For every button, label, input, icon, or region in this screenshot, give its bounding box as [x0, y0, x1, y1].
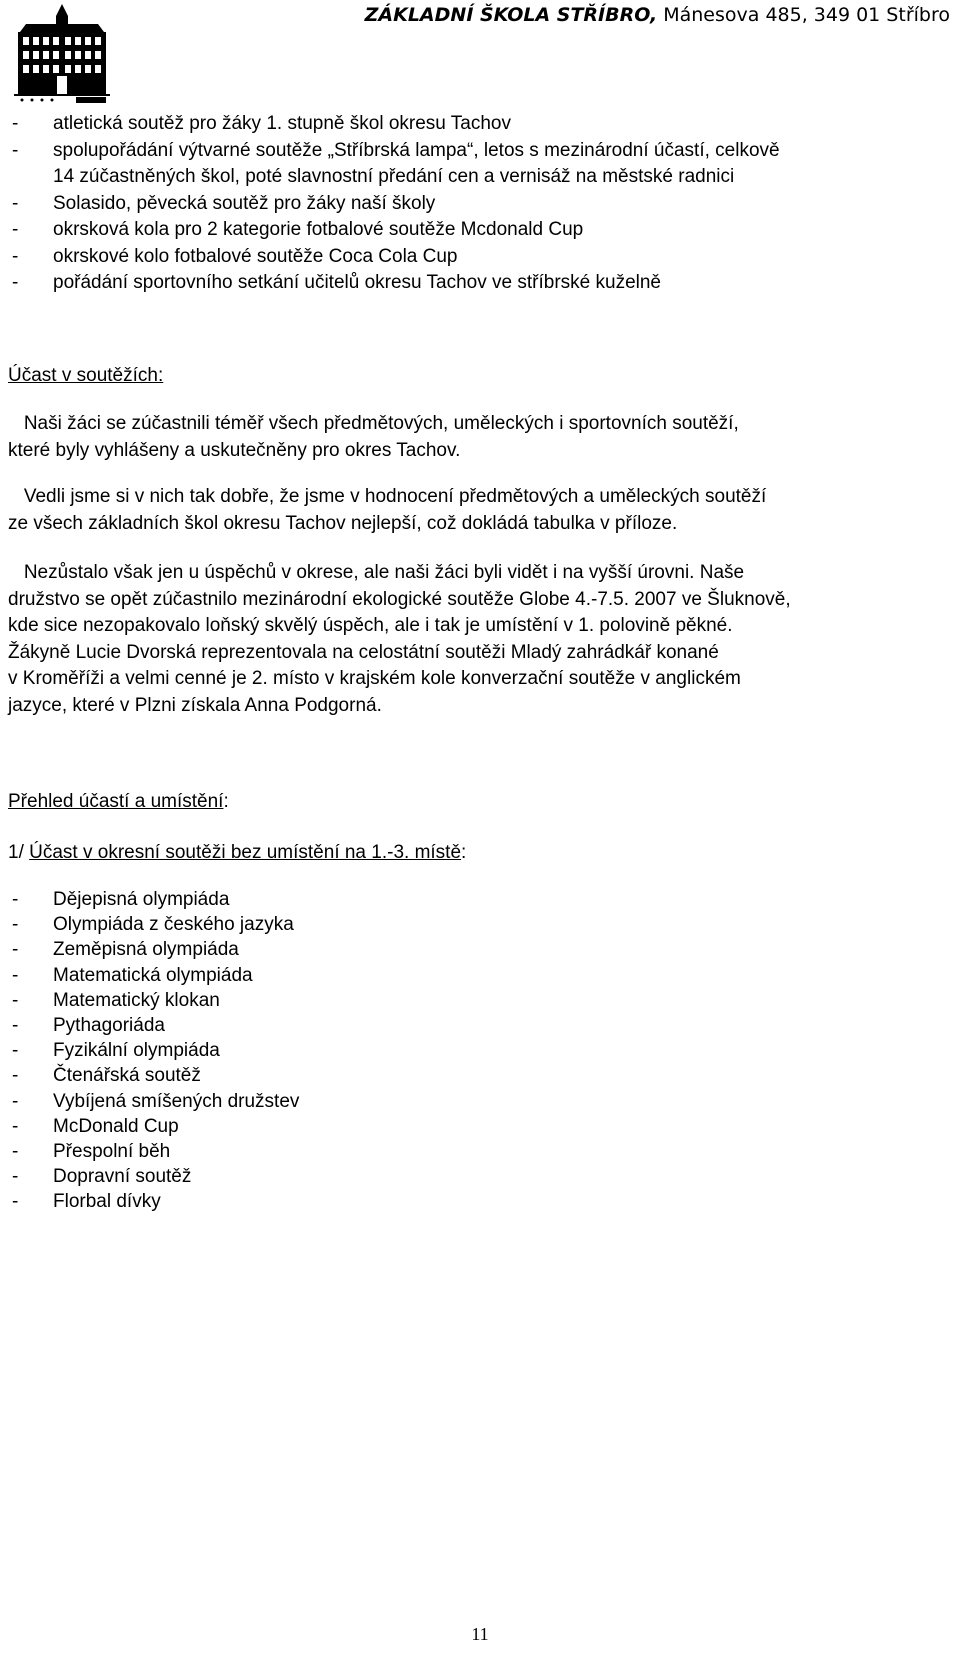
paragraph-line: Vedli jsme si v nich tak dobře, že jsme v hodnocení předmětových a uměleckých soutěží [8, 486, 767, 507]
section-heading-district-text: Účast v okresní soutěži bez umístění na 1.-3. místě [29, 842, 462, 863]
list-item: - Fyzikální olympiáda [8, 1038, 299, 1063]
events-list [8, 111, 780, 297]
section-number: 1/ [8, 842, 30, 863]
paragraph-line: Naši žáci se zúčastnili téměř všech předmětových, uměleckých i sportovních soutěží, [8, 413, 739, 434]
paragraph-results [8, 484, 918, 537]
section-heading-overview [8, 789, 229, 816]
paragraph-line: družstvo se opět zúčastnilo mezinárodní ekologické soutěže Globe 4.-7.5. 2007 ve Šluknově, [8, 588, 791, 610]
paragraph-line: Nezůstalo však jen u úspěchů v okrese, ale naši žáci byli vidět i na vyšší úrovni. Naše [8, 562, 745, 583]
paragraph-higher-level [8, 560, 918, 719]
paragraph-line: které byly vyhlášeny a uskutečněny pro okres Tachov. [8, 439, 461, 461]
list-item: - okrsková kola pro 2 kategorie fotbalové soutěže Mcdonald Cup [8, 217, 780, 244]
page-header [0, 0, 960, 110]
list-item: - Matematický klokan [8, 988, 299, 1013]
list-item: - spolupořádání výtvarné soutěže „Stříbrská lampa“, letos s mezinárodní účastí, celkově [8, 138, 780, 165]
list-item: - Vybíjená smíšených družstev [8, 1089, 299, 1114]
list-item: - Přespolní běh [8, 1139, 299, 1164]
school-address: Mánesova 485, 349 01 Stříbro [657, 4, 950, 26]
paragraph-line: v Kroměříži a velmi cenné je 2. místo v krajském kole konverzační soutěže v anglickém [8, 668, 741, 689]
list-item: - okrskové kolo fotbalové soutěže Coca Cola Cup [8, 244, 780, 271]
school-name-bold: ZÁKLADNÍ ŠKOLA STŘÍBRO, [364, 4, 658, 26]
list-item: - Zeměpisná olympiáda [8, 937, 299, 962]
list-item: - Čtenářská soutěž [8, 1063, 299, 1088]
section-heading-overview-text: Přehled účastí a umístění [8, 791, 224, 812]
list-item: - Pythagoriáda [8, 1013, 299, 1038]
section-heading-district-colon: : [461, 842, 467, 863]
paragraph-line: kde sice nezopakovalo loňský skvělý úspěch, ale i tak je umístění v 1. polovině pěkné. [8, 615, 733, 636]
list-item: - McDonald Cup [8, 1114, 299, 1139]
section-heading-overview-colon: : [223, 791, 229, 812]
list-item: - atletická soutěž pro žáky 1. stupně škol okresu Tachov [8, 111, 780, 138]
paragraph-line: ze všech základních škol okresu Tachov nejlepší, což dokládá tabulka v příloze. [8, 512, 678, 534]
school-building-logo-icon [12, 2, 112, 104]
list-item: - pořádání sportovního setkání učitelů okresu Tachov ve stříbrské kuželně [8, 270, 780, 297]
list-item: - Olympiáda z českého jazyka [8, 912, 299, 937]
list-item: - Dějepisná olympiáda [8, 887, 299, 912]
school-name [365, 4, 950, 26]
list-item: - Matematická olympiáda [8, 963, 299, 988]
section-heading-district [8, 840, 466, 867]
list-item: - Dopravní soutěž [8, 1164, 299, 1189]
paragraph-participation [8, 411, 918, 464]
list-item: - Solasido, pěvecká soutěž pro žáky naší školy [8, 191, 780, 218]
page-number: 11 [471, 1624, 489, 1644]
list-item-continuation: 14 zúčastněných škol, poté slavnostní předání cen a vernisáž na městské radnici [53, 166, 735, 187]
paragraph-line: Žákyně Lucie Dvorská reprezentovala na celostátní soutěži Mladý zahrádkář konané [8, 641, 719, 663]
competitions-list [8, 887, 299, 1215]
section-heading-competitions: Účast v soutěžích: [8, 365, 164, 386]
paragraph-line: jazyce, které v Plzni získala Anna Podgorná. [8, 694, 382, 716]
list-item: - Florbal dívky [8, 1189, 299, 1214]
